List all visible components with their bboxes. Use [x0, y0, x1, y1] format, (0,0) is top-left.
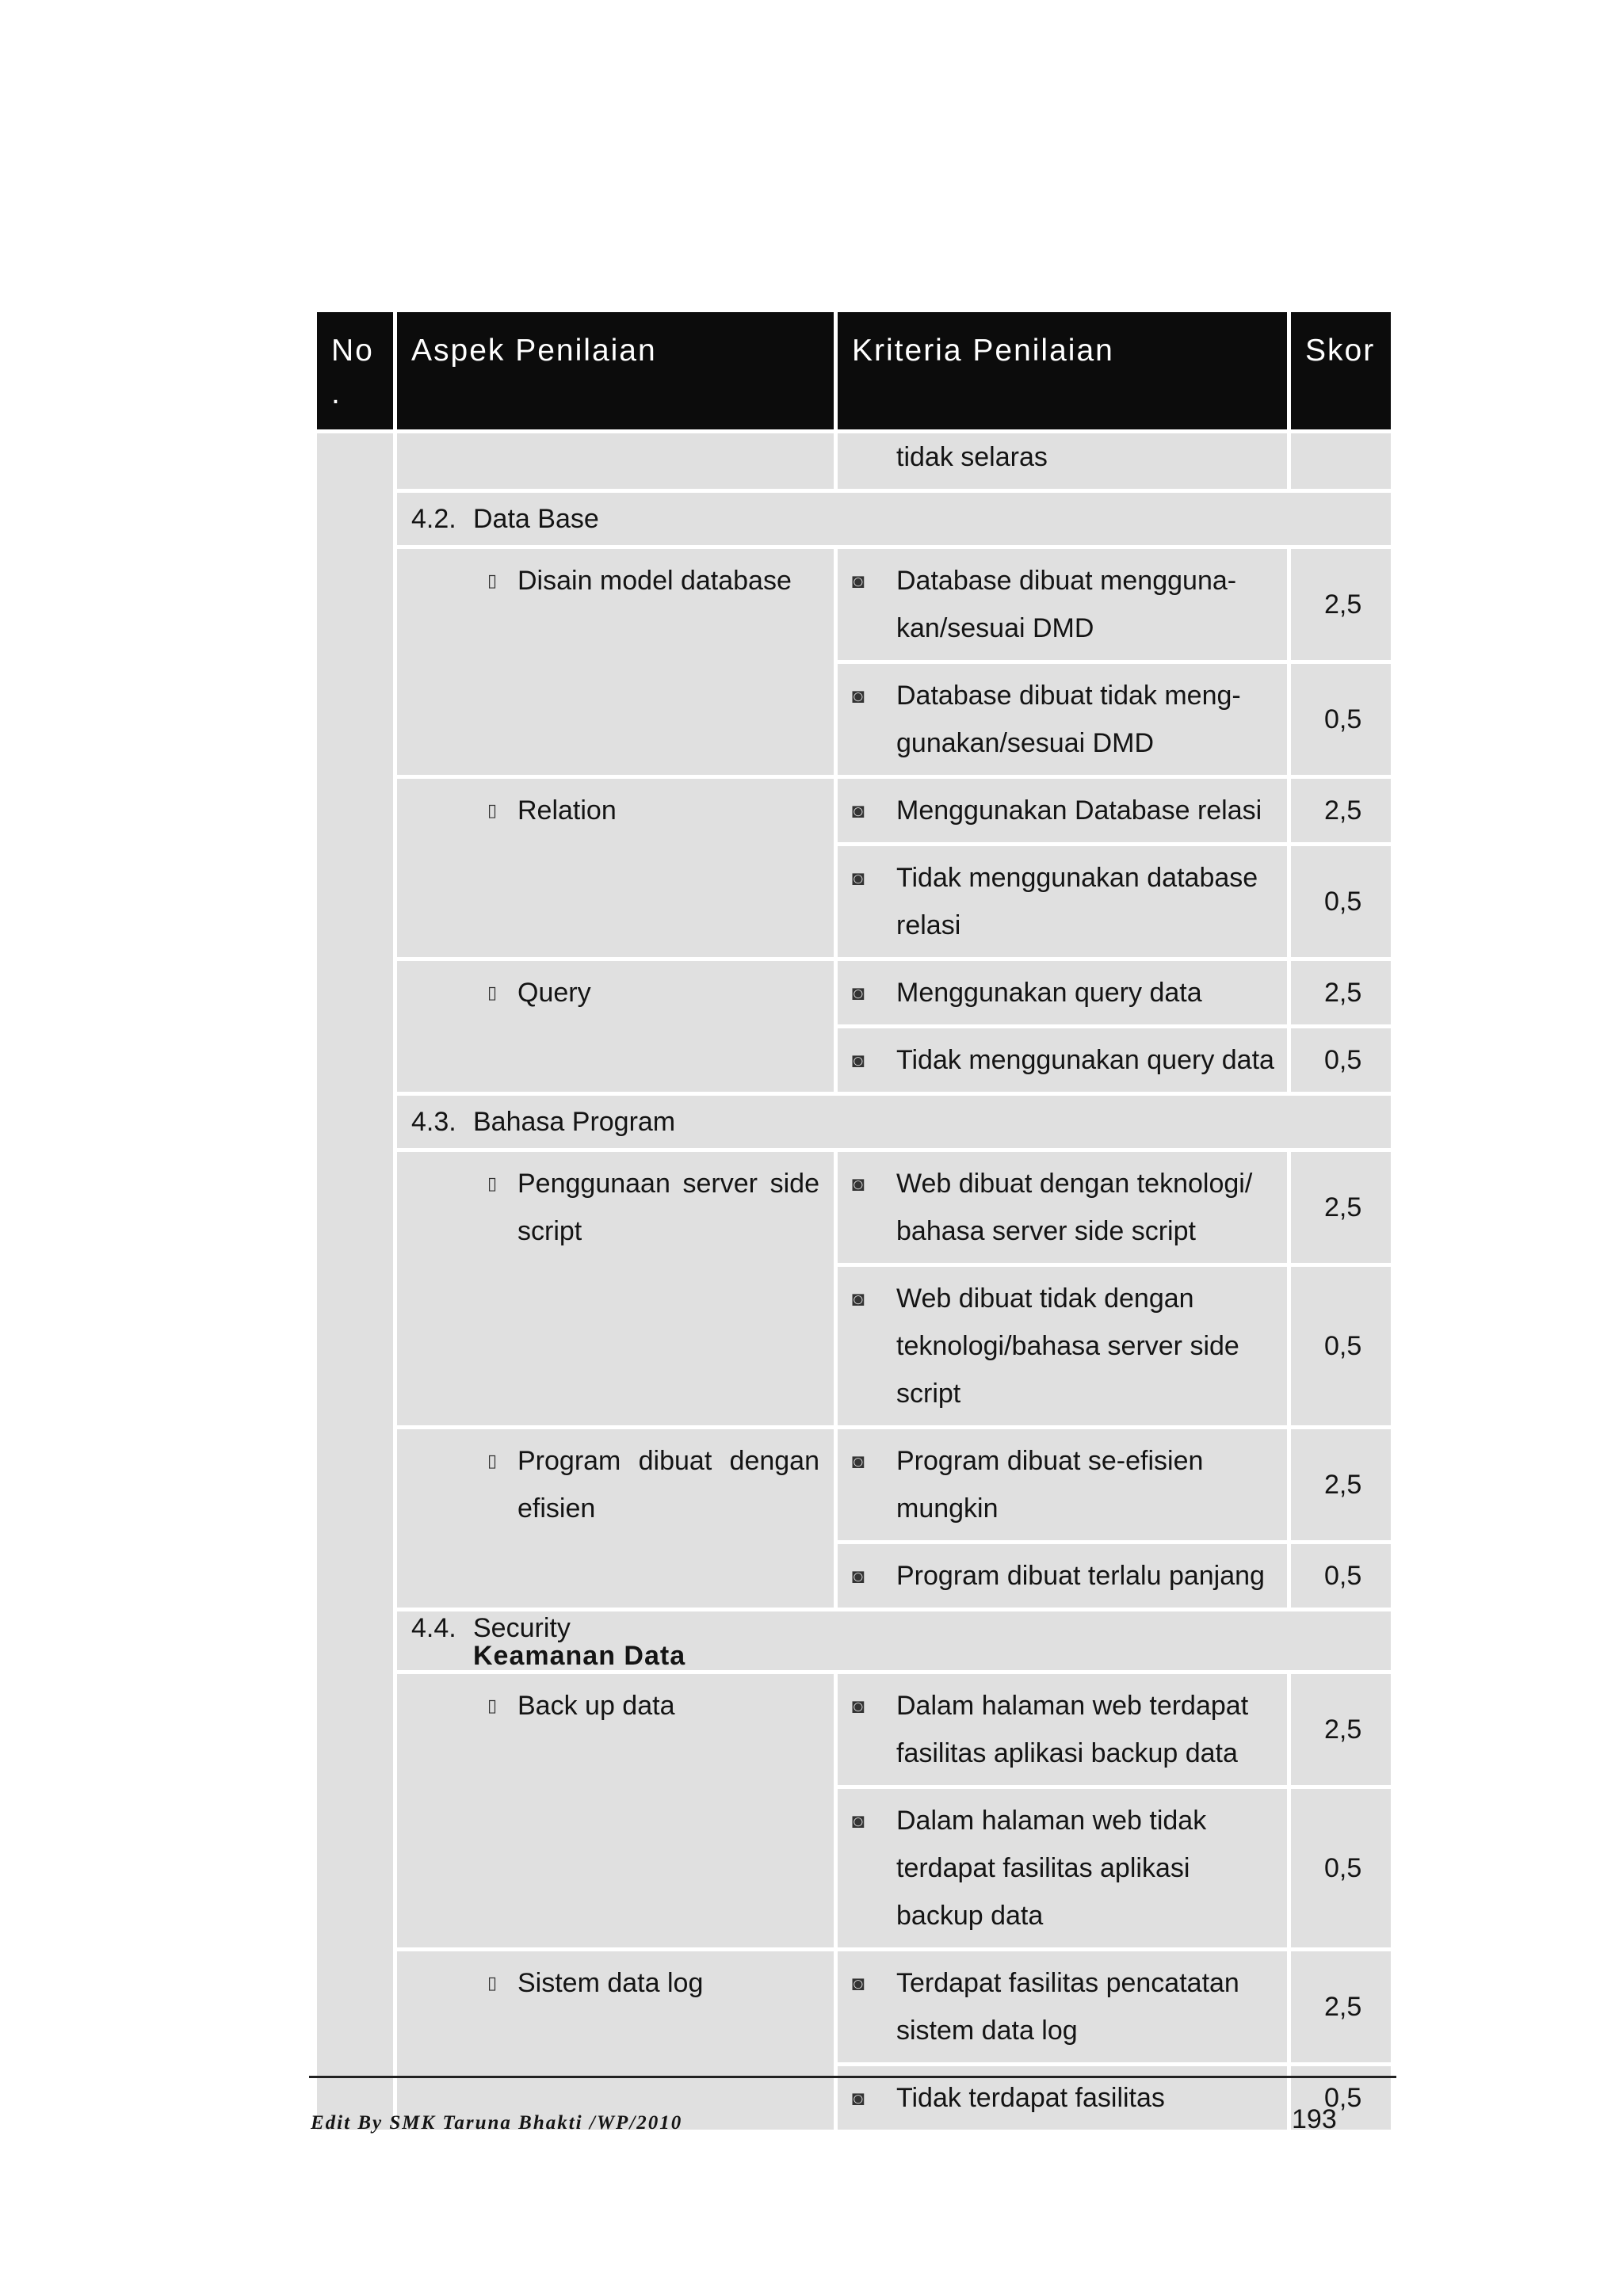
bullet-icon: ▯ — [487, 1451, 498, 1470]
kriteria-cell — [838, 1951, 1287, 2062]
aspek-text: Sistem data log — [517, 1968, 704, 1998]
kriteria-text: Web dibuat dengan teknologi/ bahasa server side script — [896, 1169, 1253, 1246]
table-row — [317, 433, 1391, 489]
section-row — [317, 1611, 1391, 1670]
page-number: 193 — [1292, 2104, 1337, 2134]
kriteria-text: Web dibuat tidak dengan teknologi/bahasa server side script — [896, 1283, 1239, 1409]
section-title: Bahasa Program — [473, 1107, 676, 1137]
skor-cell: 2,5 — [1291, 1674, 1391, 1785]
kriteria-cell — [838, 1429, 1287, 1540]
square-bullet-icon: ◙ — [852, 1694, 865, 1718]
skor-cell: 2,5 — [1291, 779, 1391, 842]
kriteria-text: Program dibuat se-efisien mungkin — [896, 1446, 1204, 1524]
footer-divider — [309, 2076, 1396, 2078]
kriteria-text: Tidak menggunakan database relasi — [896, 863, 1258, 940]
kriteria-text: Terdapat fasilitas pencatatan sistem data log — [896, 1968, 1239, 2046]
bullet-icon: ▯ — [487, 570, 498, 590]
square-bullet-icon: ◙ — [852, 1287, 865, 1310]
header-skor: Skor — [1291, 312, 1391, 429]
section-row — [317, 1096, 1391, 1148]
section-number: 4.3. — [411, 1107, 456, 1137]
skor-cell: 2,5 — [1291, 961, 1391, 1024]
section-number: 4.4. — [411, 1613, 456, 1643]
kriteria-cell — [838, 1028, 1287, 1092]
square-bullet-icon: ◙ — [852, 1809, 865, 1833]
aspek-text: Penggunaan server side script — [517, 1169, 819, 1246]
square-bullet-icon: ◙ — [852, 1564, 865, 1588]
skor-cell: 2,5 — [1291, 1152, 1391, 1263]
aspek-text: Back up data — [517, 1691, 675, 1721]
skor-cell: 0,5 — [1291, 846, 1391, 957]
kriteria-text: Database dibuat tidak meng-gunakan/sesuai DMD — [896, 681, 1241, 758]
aspek-text: Query — [517, 978, 591, 1008]
aspek-cell — [397, 1152, 834, 1425]
skor-cell — [1291, 433, 1391, 489]
kriteria-text: Program dibuat terlalu panjang — [896, 1561, 1265, 1591]
section-4-2 — [397, 493, 1391, 545]
skor-cell: 2,5 — [1291, 1951, 1391, 2062]
skor-cell: 0,5 — [1291, 2066, 1391, 2130]
aspek-cell — [397, 1429, 834, 1608]
square-bullet-icon: ◙ — [852, 1971, 865, 1995]
skor-cell: 0,5 — [1291, 1028, 1391, 1092]
no-column-cell — [317, 433, 393, 2130]
header-aspek: Aspek Penilaian — [397, 312, 834, 429]
section-4-3 — [397, 1096, 1391, 1148]
bullet-icon: ▯ — [487, 1173, 498, 1193]
table-row — [317, 1951, 1391, 2062]
table-row — [317, 779, 1391, 842]
square-bullet-icon: ◙ — [852, 981, 865, 1005]
kriteria-text: Menggunakan query data — [896, 978, 1202, 1008]
aspek-text: Program dibuat dengan efisien — [517, 1446, 819, 1524]
section-4-4 — [397, 1611, 1391, 1670]
kriteria-text: Dalam halaman web terdapat fasilitas aplikasi backup data — [896, 1691, 1249, 1768]
kriteria-cell — [838, 549, 1287, 660]
bullet-icon: ▯ — [487, 800, 498, 820]
skor-cell: 2,5 — [1291, 1429, 1391, 1540]
aspek-text: Relation — [517, 795, 617, 826]
footer-credit: Edit By SMK Taruna Bhakti /WP/2010 — [311, 2112, 683, 2134]
kriteria-text: tidak selaras — [896, 442, 1048, 472]
bullet-icon: ▯ — [487, 1695, 498, 1715]
square-bullet-icon: ◙ — [852, 569, 865, 593]
square-bullet-icon: ◙ — [852, 799, 865, 822]
table-row — [317, 1429, 1391, 1540]
aspek-cell — [397, 779, 834, 957]
header-no: No . — [317, 312, 393, 429]
kriteria-text: Menggunakan Database relasi — [896, 795, 1262, 826]
bullet-icon: ▯ — [487, 982, 498, 1002]
kriteria-cell — [838, 1544, 1287, 1608]
square-bullet-icon: ◙ — [852, 1449, 865, 1473]
kriteria-cell — [838, 1267, 1287, 1425]
table-row — [317, 1152, 1391, 1263]
aspek-cell — [397, 433, 834, 489]
section-row — [317, 493, 1391, 545]
header-kriteria: Kriteria Penilaian — [838, 312, 1287, 429]
kriteria-cell — [838, 1152, 1287, 1263]
skor-cell: 2,5 — [1291, 549, 1391, 660]
table-row — [317, 961, 1391, 1024]
section-number: 4.2. — [411, 504, 456, 534]
skor-cell: 0,5 — [1291, 1544, 1391, 1608]
table-header-row — [317, 312, 1391, 429]
aspek-text: Disain model database — [517, 566, 792, 596]
skor-cell: 0,5 — [1291, 1267, 1391, 1425]
table-row — [317, 549, 1391, 660]
aspek-cell — [397, 1951, 834, 2130]
kriteria-cell — [838, 433, 1287, 489]
square-bullet-icon: ◙ — [852, 1048, 865, 1072]
table-row — [317, 1674, 1391, 1785]
kriteria-text: Tidak menggunakan query data — [896, 1045, 1274, 1075]
square-bullet-icon: ◙ — [852, 1172, 865, 1196]
kriteria-cell — [838, 1674, 1287, 1785]
section-title: Security — [473, 1613, 571, 1643]
kriteria-text: Tidak terdapat fasilitas — [896, 2083, 1165, 2113]
section-title: Data Base — [473, 504, 599, 534]
square-bullet-icon: ◙ — [852, 866, 865, 890]
kriteria-text: Dalam halaman web tidak terdapat fasilitas aplikasi backup data — [896, 1806, 1207, 1931]
aspek-cell — [397, 549, 834, 775]
aspek-cell — [397, 961, 834, 1092]
aspek-cell — [397, 1674, 834, 1947]
square-bullet-icon: ◙ — [852, 2086, 865, 2110]
square-bullet-icon: ◙ — [852, 684, 865, 707]
kriteria-cell — [838, 664, 1287, 775]
assessment-table — [313, 308, 1395, 2134]
kriteria-cell — [838, 846, 1287, 957]
bullet-icon: ▯ — [487, 1973, 498, 1993]
kriteria-cell — [838, 961, 1287, 1024]
skor-cell: 0,5 — [1291, 664, 1391, 775]
section-subtitle: Keamanan Data — [473, 1641, 686, 1671]
kriteria-text: Database dibuat mengguna-kan/sesuai DMD — [896, 566, 1237, 643]
skor-cell: 0,5 — [1291, 1789, 1391, 1947]
kriteria-cell — [838, 779, 1287, 842]
kriteria-cell — [838, 1789, 1287, 1947]
